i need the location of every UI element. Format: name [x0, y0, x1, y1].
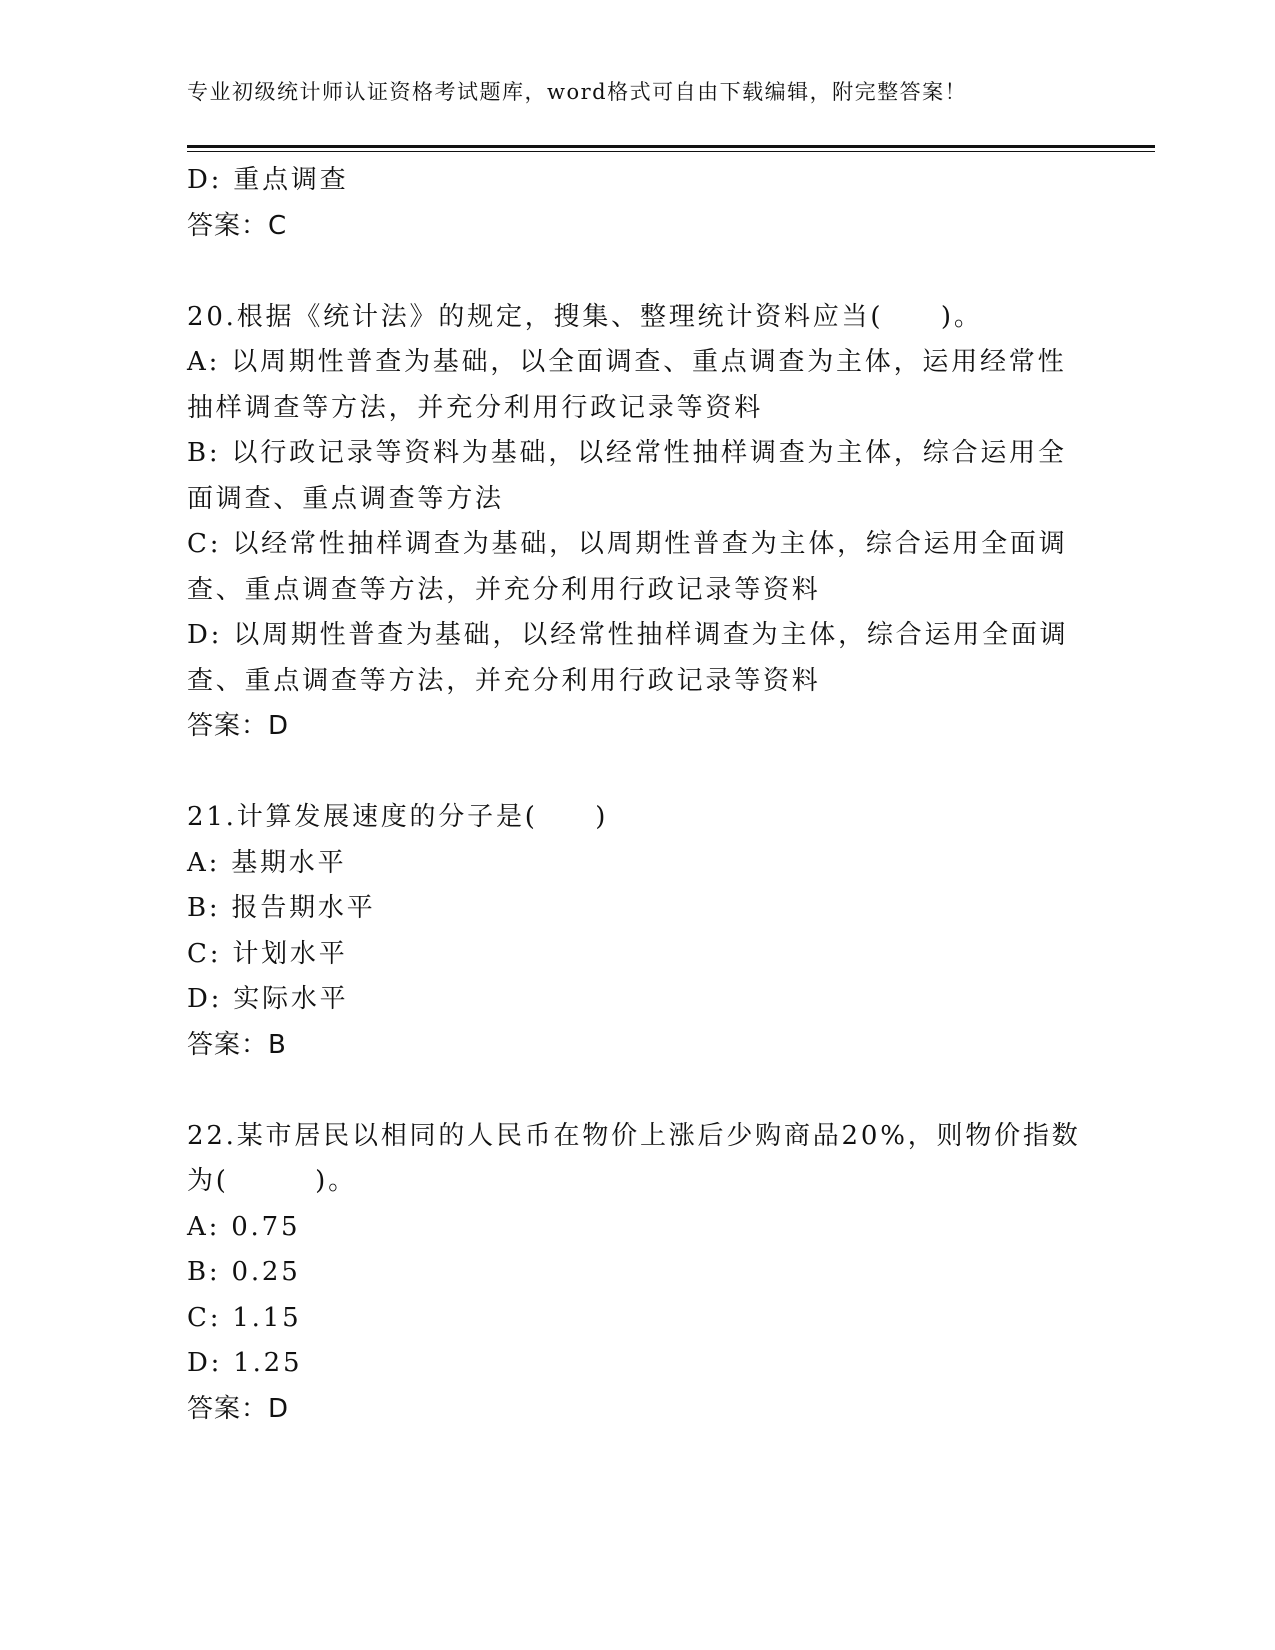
- option-c: C: 计划水平: [187, 938, 348, 969]
- question-stem-continued: 为( )。: [187, 1166, 357, 1196]
- option-c: C: 以经常性抽样调查为基础，以周期性普查为主体，综合运用全面调: [187, 529, 1068, 559]
- option-b: B: 报告期水平: [187, 893, 376, 923]
- answer: 答案：C: [187, 210, 288, 241]
- option-a-continued: 抽样调查等方法，并充分利用行政记录等资料: [187, 392, 764, 423]
- option-c-continued: 查、重点调查等方法，并充分利用行政记录等资料: [187, 574, 821, 605]
- question-stem: 22.某市居民以相同的人民币在物价上涨后少购商品20%，则物价指数: [187, 1120, 1081, 1151]
- option-a: A: 基期水平: [187, 847, 347, 878]
- spacer: [187, 750, 1087, 796]
- option-b-continued: 面调查、重点调查等方法: [187, 483, 504, 514]
- option-d-continued: 查、重点调查等方法，并充分利用行政记录等资料: [187, 665, 821, 696]
- header-rule-thin: [187, 151, 1155, 152]
- spacer: [187, 249, 1087, 295]
- option-a: A: 0.75: [187, 1211, 301, 1242]
- question-21: [187, 795, 1087, 1068]
- option-d: D: 1.25: [187, 1348, 303, 1378]
- answer: 答案：D: [187, 1393, 290, 1424]
- option-d: D: 实际水平: [187, 984, 349, 1014]
- answer: 答案：B: [187, 1029, 287, 1060]
- spacer: [187, 1068, 1087, 1114]
- question-20: [187, 295, 1087, 750]
- header-rule-thick: [187, 145, 1155, 148]
- answer: 答案：D: [187, 711, 290, 741]
- option-b: B: 0.25: [187, 1257, 301, 1287]
- page-header: 专业初级统计师认证资格考试题库，word格式可自由下载编辑，附完整答案！: [187, 80, 968, 104]
- prev-question-tail: [187, 158, 1087, 249]
- question-stem: 20.根据《统计法》的规定，搜集、整理统计资料应当( )。: [187, 301, 983, 332]
- option-d: D: 重点调查: [187, 165, 349, 195]
- question-stem: 21.计算发展速度的分子是( ): [187, 802, 609, 832]
- option-d: D: 以周期性普查为基础，以经常性抽样调查为主体，综合运用全面调: [187, 620, 1069, 650]
- option-c: C: 1.15: [187, 1302, 302, 1333]
- option-a: A: 以周期性普查为基础，以全面调查、重点调查为主体，运用经常性: [187, 347, 1067, 377]
- option-b: B: 以行政记录等资料为基础，以经常性抽样调查为主体，综合运用全: [187, 438, 1067, 468]
- document-body: [187, 158, 1087, 1432]
- question-22: [187, 1114, 1087, 1433]
